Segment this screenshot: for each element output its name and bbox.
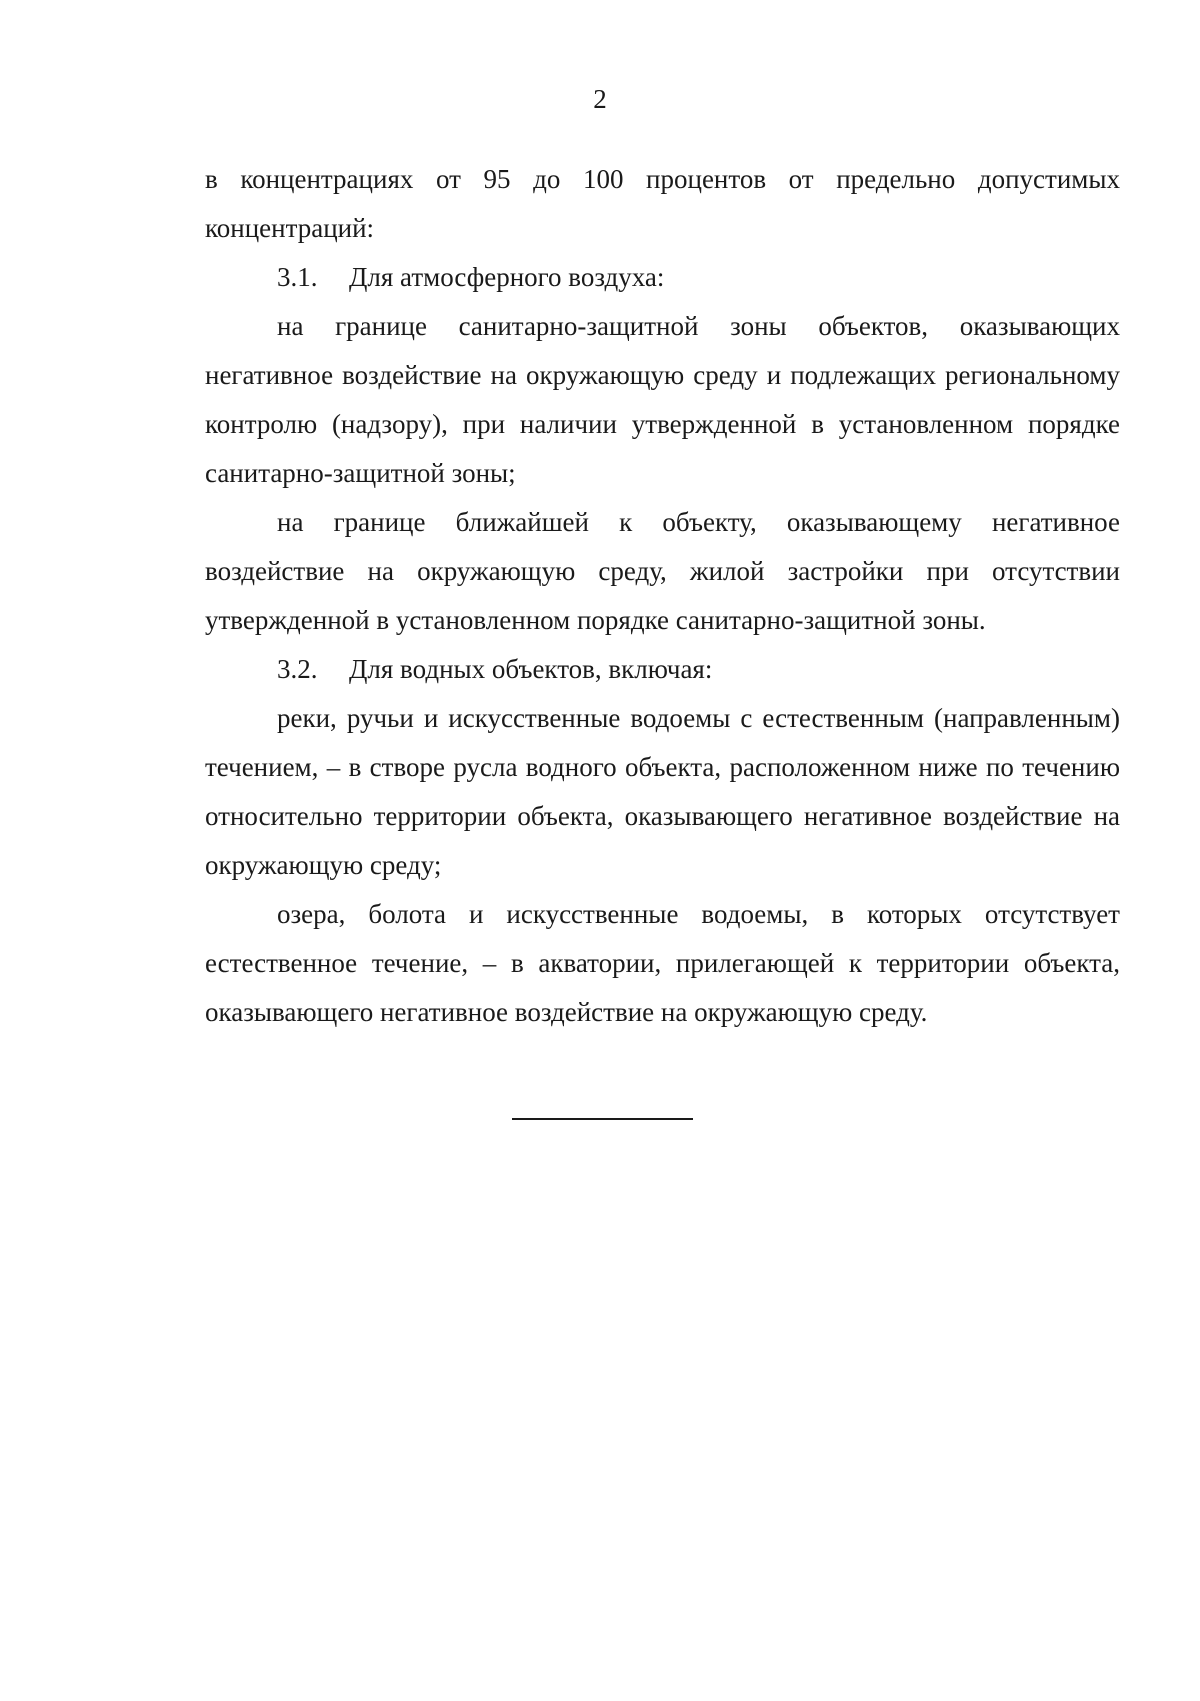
paragraph-water-still: озера, болота и искусственные водоемы, в которых отсутствует естественное течение, – в акватории, прилегающей к территории объекта, оказывающего негативное воздействие на окружающую среду. [205,899,1120,1027]
section-heading-water [205,645,1120,694]
section-title: Для атмосферного воздуха: [349,262,665,292]
paragraph-atmosphere-zone: на границе санитарно-защитной зоны объектов, оказывающих негативное воздействие на окружающую среду и подлежащих региональному контролю (надзору), при наличии утвержденной в установленном порядке санитарно-защитной зоны; [205,311,1120,488]
page-number: 2 [593,84,607,114]
closing-rule [512,1118,693,1120]
section-number: 3.2. [277,654,318,684]
section-heading-atmosphere [205,253,1120,302]
section-title: Для водных объектов, включая: [349,654,713,684]
section-number: 3.1. [277,262,318,292]
paragraph-water-flowing: реки, ручьи и искусственные водоемы с естественным (направленным) течением, – в створе русла водного объекта, расположенном ниже по течению относительно территории объекта, оказывающего негативное воздействие на окружающую среду; [205,703,1120,880]
document-body [205,155,1120,1037]
intro-paragraph: в концентрациях от 95 до 100 процентов от предельно допустимых концентраций: [205,164,1120,243]
paragraph-atmosphere-residential: на границе ближайшей к объекту, оказывающему негативное воздействие на окружающую среду, жилой застройки при отсутствии утвержденной в установленном порядке санитарно-защитной зоны. [205,507,1120,635]
